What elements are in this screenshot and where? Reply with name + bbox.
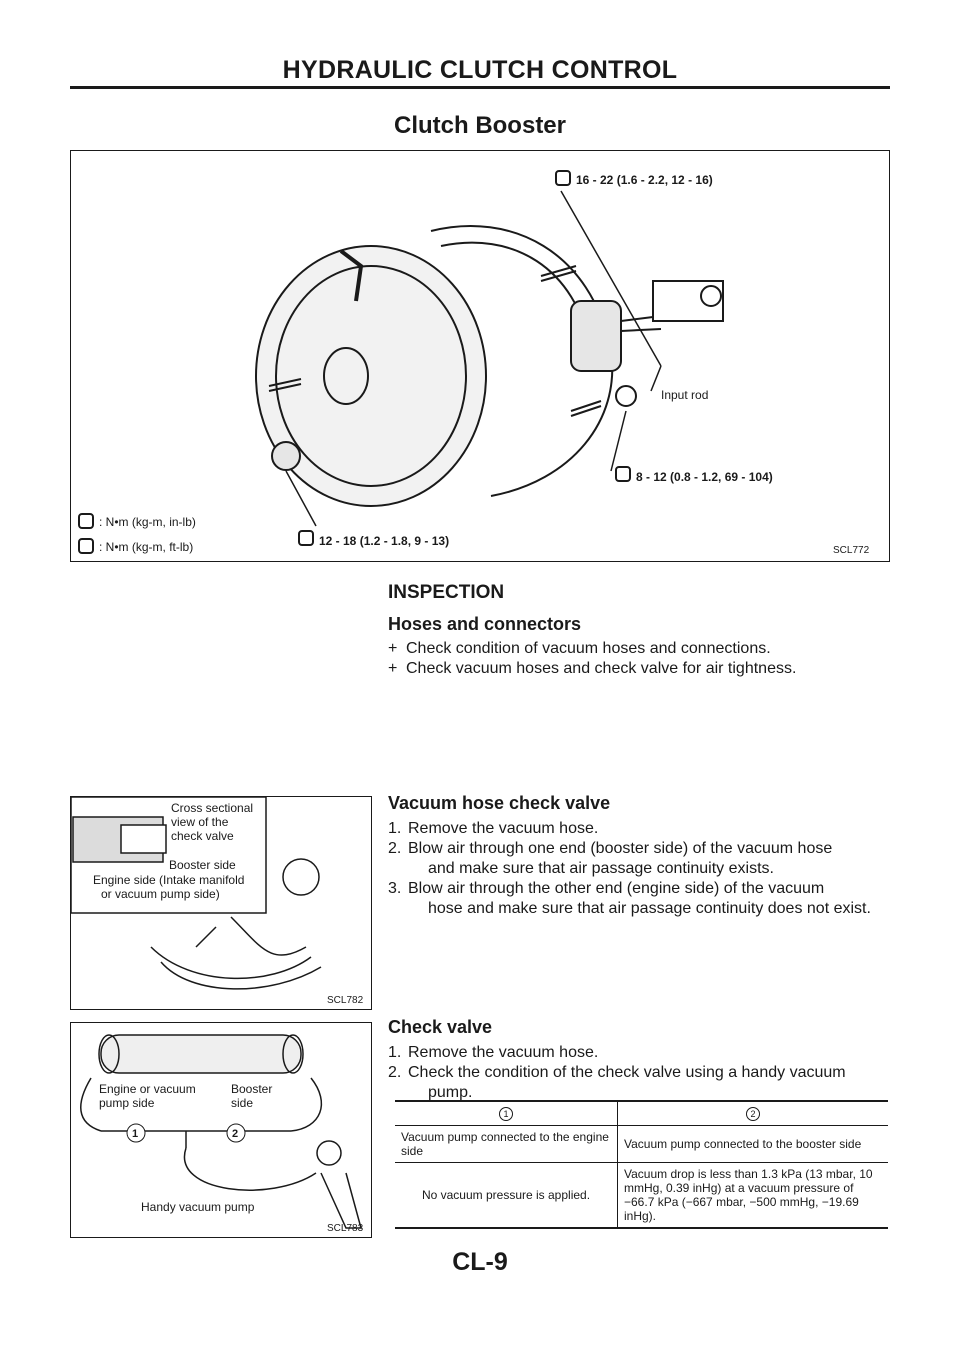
table-header-cell: 1 [395,1101,618,1126]
table-row [395,1101,888,1126]
list-item-text: Check vacuum hoses and check valve for air tightness. [406,660,797,677]
list-item [388,819,888,839]
table-header-cell: 2 [618,1101,889,1126]
bullet-marker: + [388,660,398,677]
table-cell: No vacuum pressure is applied. [395,1163,618,1229]
step-number: 1. [388,820,402,837]
booster-label-2: side [231,1096,254,1110]
engine-side-label-1: Engine or vacuum [99,1082,196,1096]
figure-code: SCL772 [833,545,870,556]
step-text: Remove the vacuum hose. [408,1044,599,1061]
torque-top-label: 16 - 22 (1.6 - 2.2, 12 - 16) [576,173,713,187]
list-item [388,839,888,879]
step-text: Blow air through one end (booster side) of the vacuum hose [408,840,833,857]
table-row [395,1126,888,1163]
page-header-title: HYDRAULIC CLUTCH CONTROL [282,56,678,84]
figure-code: SCL782 [327,995,364,1006]
callout-2: 2 [232,1128,239,1140]
section-title: Clutch Booster [393,112,566,139]
check-valve-heading: Check valve [388,1017,493,1037]
engine-side-label-2: or vacuum pump side) [101,887,220,901]
step-number: 3. [388,880,402,897]
step-number: 1. [388,1044,402,1061]
step-text-continued: pump. [428,1084,473,1101]
cross-section-label-3: check valve [171,829,234,843]
list-item [388,879,888,919]
step-text: Blow air through the other end (engine side) of the vacuum [408,880,825,897]
bullet-marker: + [388,640,398,657]
table-cell: Vacuum drop is less than 1.3 kPa (13 mbar, 10 mmHg, 0.39 inHg) at a vacuum pressure of −66.7 kPa (−667 mbar, −500 mmHg, −19.69 inHg). [624,1167,873,1223]
table-cell: Vacuum pump connected to the engine side [395,1126,618,1163]
check-valve-cross-section-figure [70,796,372,1010]
step-number: 2. [388,840,402,857]
torque-right-label: 8 - 12 (0.8 - 1.2, 69 - 104) [636,470,773,484]
vacuum-hose-check-valve-heading: Vacuum hose check valve [388,793,611,813]
booster-body-illustration [256,226,723,506]
step-text-continued: hose and make sure that air passage continuity does not exist. [428,900,871,917]
list-item [388,1043,888,1063]
input-rod-label: Input rod [661,388,709,402]
table-row [395,1163,888,1229]
cross-section-label-2: view of the [171,815,229,829]
hoses-connectors-heading: Hoses and connectors [388,614,582,634]
handy-vacuum-pump-figure [70,1022,372,1238]
callout-1: 1 [132,1128,139,1140]
legend-ft-lb: : N•m (kg-m, ft-lb) [99,540,194,554]
list-item-text: Check condition of vacuum hoses and connections. [406,640,771,657]
booster-side-label: Booster side [169,858,236,872]
engine-side-label-2: pump side [99,1096,155,1110]
page-number: CL-9 [452,1248,508,1276]
clutch-booster-figure [70,150,890,562]
torque-bottom-label: 12 - 18 (1.2 - 1.8, 9 - 13) [319,534,450,548]
figure-code: SCL783 [327,1223,364,1234]
legend-in-lb: : N•m (kg-m, in-lb) [99,515,196,529]
table-cell: Vacuum pump connected to the booster side [624,1137,862,1151]
list-item [388,640,771,658]
step-text: Remove the vacuum hose. [408,820,599,837]
step-text-continued: and make sure that air passage continuity exists. [428,860,774,877]
handy-vacuum-pump-label: Handy vacuum pump [141,1200,255,1214]
list-item [388,660,796,678]
booster-label-1: Booster [231,1082,273,1096]
header-divider [70,86,890,89]
inspection-heading: INSPECTION [388,582,505,603]
engine-side-label-1: Engine side (Intake manifold [93,873,245,887]
list-item [388,1063,888,1103]
cross-section-label-1: Cross sectional [171,801,254,815]
check-valve-table [395,1100,888,1229]
step-text: Check the condition of the check valve using a handy vacuum [408,1064,846,1081]
step-number: 2. [388,1064,402,1081]
